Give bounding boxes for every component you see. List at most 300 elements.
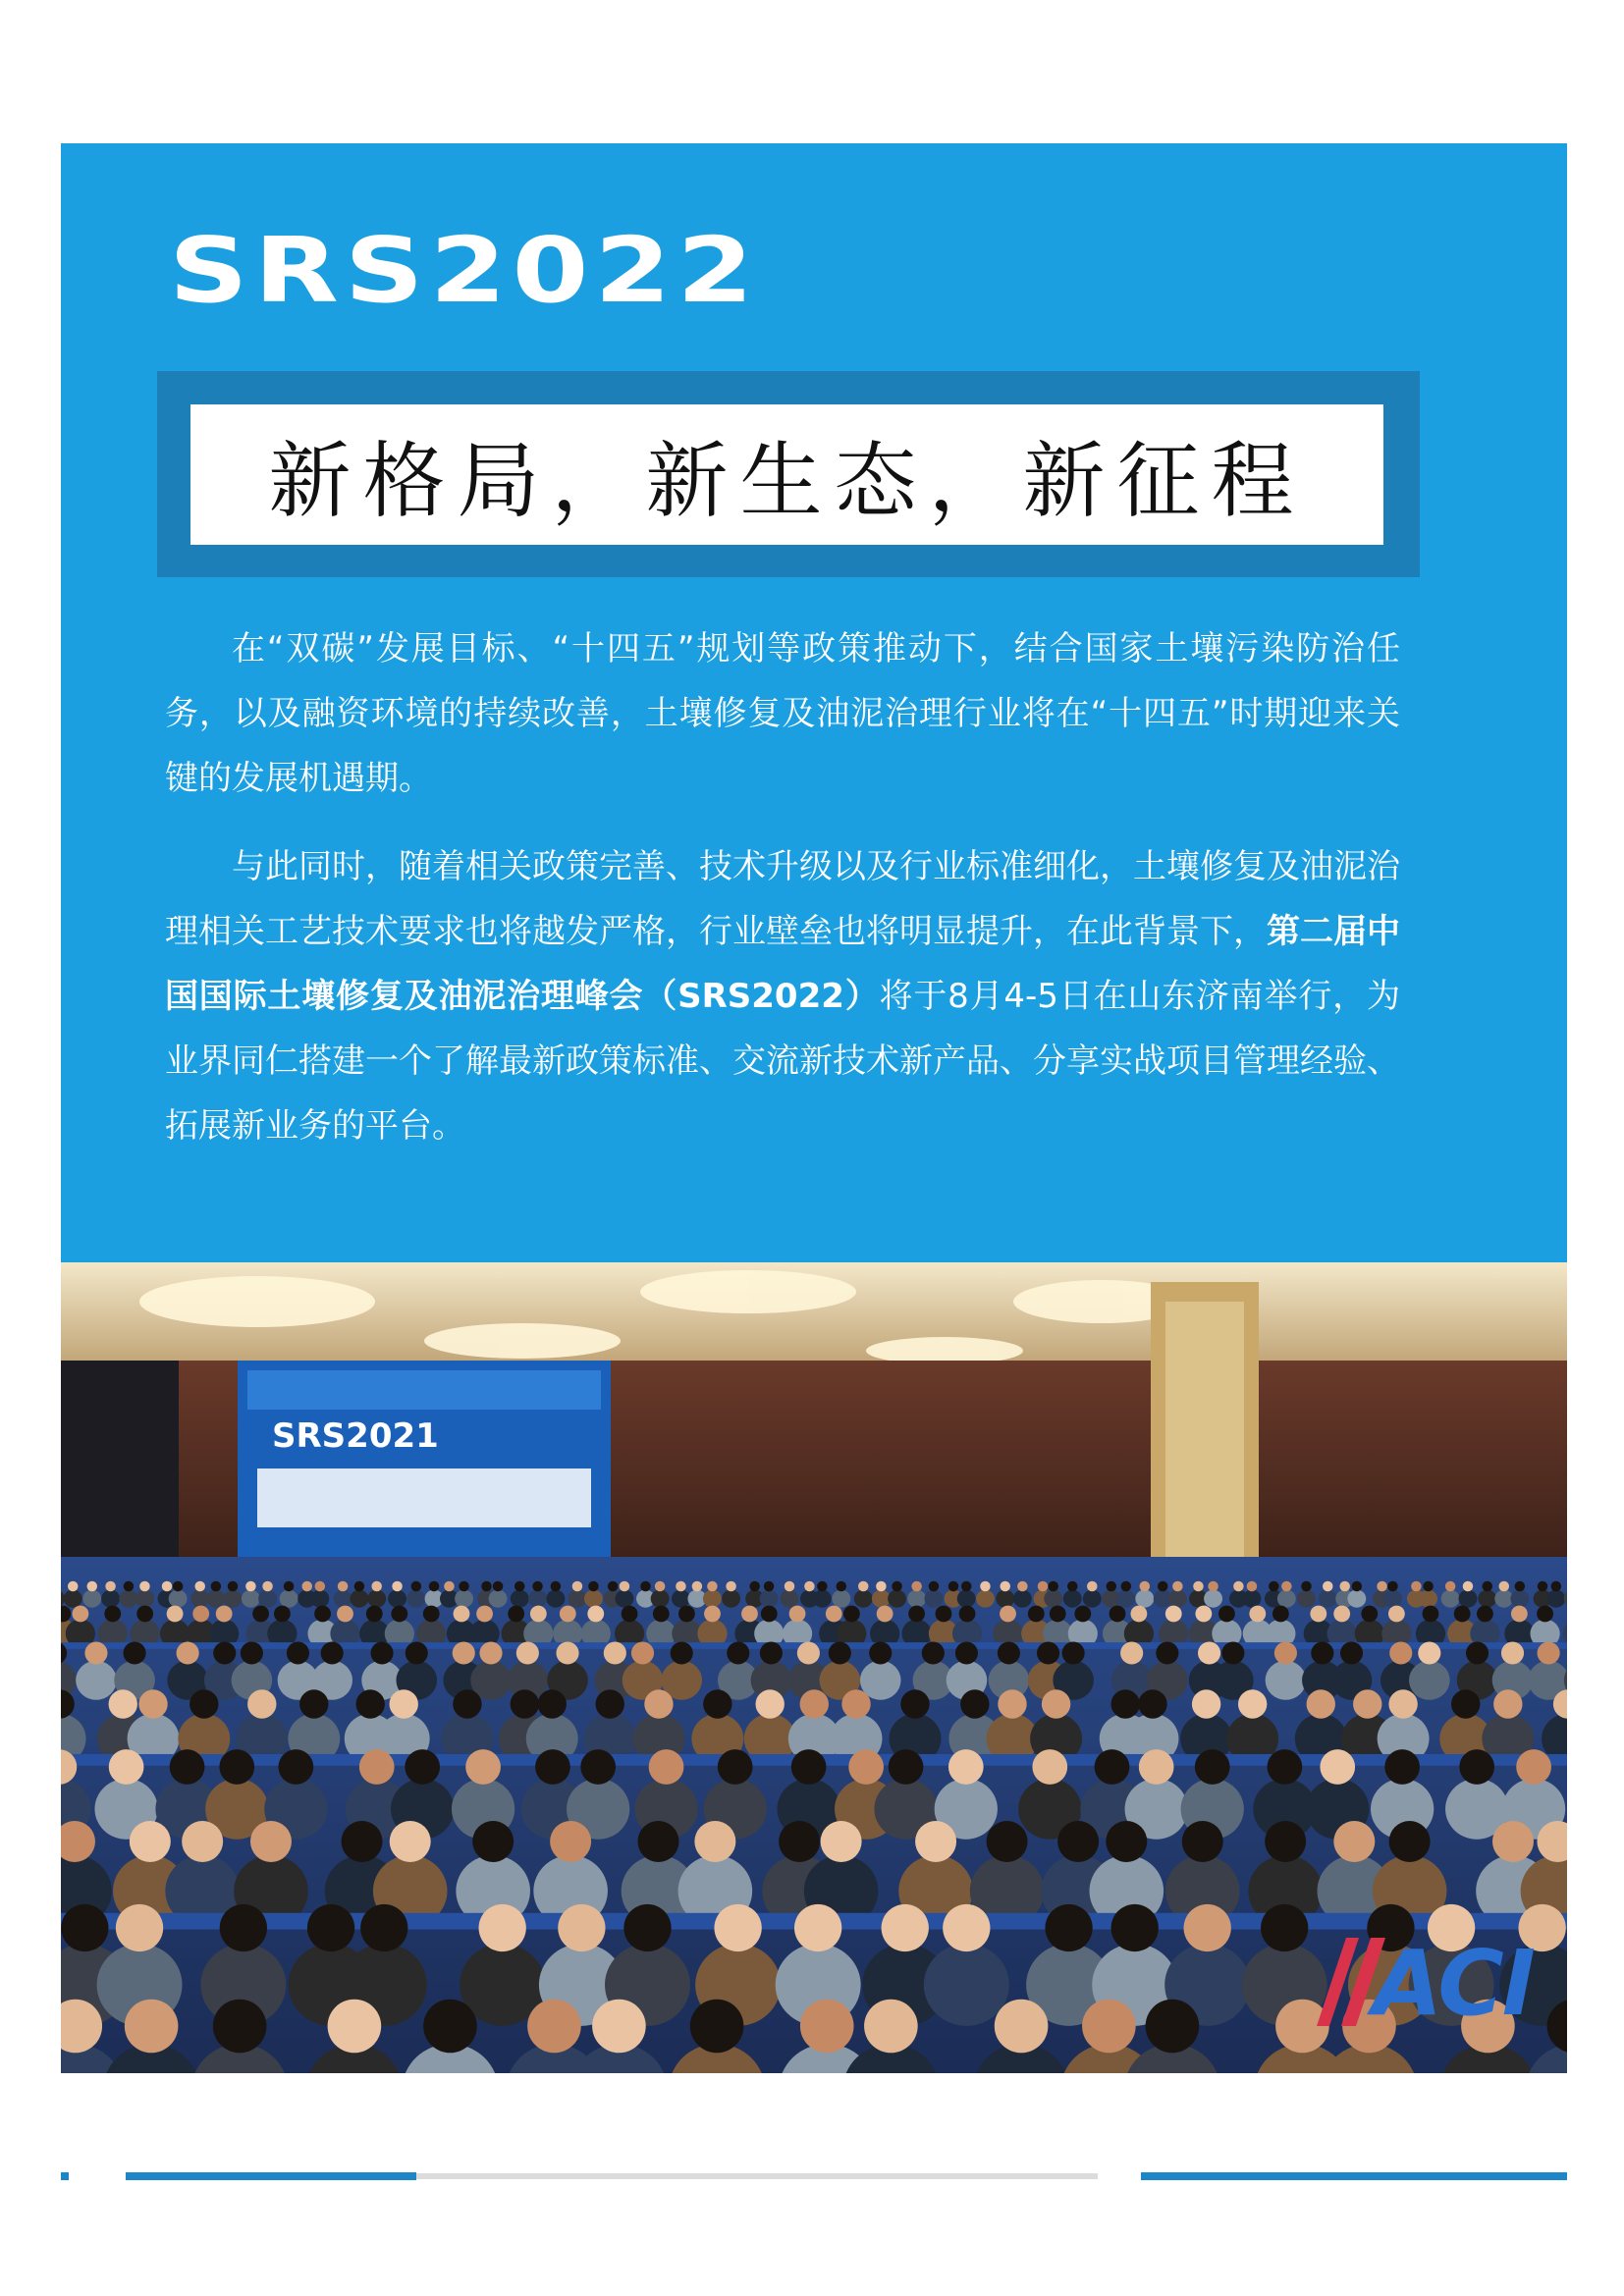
attendee-body — [64, 1590, 82, 1608]
attendee-head — [800, 2000, 854, 2054]
attendee-head — [423, 2000, 477, 2054]
attendee-head — [900, 1689, 929, 1718]
attendee-head — [1038, 1581, 1049, 1592]
attendee-body — [455, 1590, 473, 1608]
attendee-head — [321, 1641, 344, 1664]
attendee-head — [139, 1581, 150, 1592]
attendee-head — [274, 1606, 291, 1623]
attendee-head — [1048, 1581, 1058, 1592]
attendee-head — [1208, 1581, 1218, 1592]
attendee-head — [858, 1581, 869, 1592]
attendee-head — [779, 1821, 820, 1862]
attendee-head — [955, 1641, 978, 1664]
attendee-body — [925, 1590, 944, 1608]
attendee-body — [1347, 1590, 1366, 1608]
attendee-head — [68, 1581, 79, 1592]
attendee-head — [245, 1581, 256, 1592]
attendee-head — [756, 1689, 785, 1718]
attendee-head — [189, 1689, 218, 1718]
attendee-head — [516, 1641, 539, 1664]
attendee-head — [124, 1641, 146, 1664]
attendee-head — [804, 1581, 815, 1592]
attendee-body — [957, 1590, 976, 1608]
attendee-body — [976, 1590, 995, 1608]
attendee-head — [1045, 1904, 1092, 1951]
attendee-head — [177, 1641, 199, 1664]
attendee-head — [1307, 1689, 1335, 1718]
attendee-head — [1265, 1821, 1306, 1862]
attendee-head — [167, 1606, 184, 1623]
footer-divider — [416, 2173, 1098, 2179]
footer-dot — [61, 2172, 69, 2180]
attendee-head — [170, 1749, 205, 1785]
attendee-body — [1135, 1590, 1154, 1608]
attendee-body — [1168, 1590, 1187, 1608]
attendee-head — [826, 1606, 842, 1623]
attendee-body — [350, 1590, 368, 1608]
attendee-body — [1459, 1590, 1478, 1608]
attendee-body — [101, 1590, 120, 1608]
attendee-head — [1466, 1641, 1489, 1664]
attendee-head — [1140, 1581, 1151, 1592]
attendee-head — [1028, 1606, 1045, 1623]
attendee-head — [1516, 1749, 1551, 1785]
attendee-head — [948, 1581, 959, 1592]
attendee-head — [1172, 1581, 1183, 1592]
attendee-head — [995, 2000, 1049, 2054]
intro-text — [165, 616, 1400, 1182]
aci-logo: ACI — [1372, 1931, 1534, 2036]
attendee-head — [314, 1606, 331, 1623]
attendee-head — [1261, 1904, 1308, 1951]
attendee-body — [169, 1590, 188, 1608]
attendee-head — [592, 2000, 646, 2054]
attendee-head — [1454, 1606, 1471, 1623]
tagline: 新格局，新生态，新征程 — [268, 433, 1306, 529]
attendee-head — [359, 1749, 395, 1785]
attendee-head — [922, 1641, 945, 1664]
attendee-head — [622, 1606, 638, 1623]
attendee-head — [284, 1581, 295, 1592]
attendee-head — [1538, 1641, 1560, 1664]
attendee-head — [943, 1904, 990, 1951]
attendee-head — [714, 1904, 761, 1951]
attendee-head — [1233, 1581, 1244, 1592]
attendee-head — [216, 1606, 233, 1623]
attendee-head — [998, 1689, 1026, 1718]
attendee-head — [959, 1606, 976, 1623]
attendee-body — [907, 1590, 926, 1608]
attendee-body — [546, 1590, 565, 1608]
attendee-head — [789, 1606, 806, 1623]
attendee-head — [301, 1581, 312, 1592]
attendee-head — [262, 1581, 273, 1592]
attendee-head — [671, 1641, 693, 1664]
attendee-head — [192, 1606, 209, 1623]
attendee-head — [572, 1581, 583, 1592]
attendee-head — [136, 1606, 153, 1623]
attendee-body — [872, 1590, 891, 1608]
attendee-body — [1409, 1661, 1450, 1700]
attendee-head — [608, 1581, 619, 1592]
attendee-body — [190, 1590, 209, 1608]
attendee-body — [224, 1590, 243, 1608]
attendee-head — [370, 1641, 393, 1664]
attendee-body — [924, 1944, 1009, 2026]
attendee-head — [1311, 1641, 1333, 1664]
attendee-head — [961, 1581, 972, 1592]
attendee-head — [1268, 1749, 1303, 1785]
attendee-head — [279, 1749, 314, 1785]
attendee-head — [936, 1606, 952, 1623]
attendee-head — [876, 1581, 887, 1592]
attendee-head — [84, 1641, 107, 1664]
attendee-head — [1361, 1606, 1378, 1623]
attendee-head — [493, 1581, 503, 1592]
attendee-body — [334, 1590, 352, 1608]
attendee-head — [109, 1749, 144, 1785]
attendee-head — [1146, 2000, 1200, 2054]
attendee-body — [1494, 1590, 1513, 1608]
attendee-head — [1082, 2000, 1136, 2054]
attendee-head — [423, 1606, 440, 1623]
attendee-head — [948, 1749, 984, 1785]
attendee-head — [390, 1821, 431, 1862]
attendee-head — [841, 1689, 870, 1718]
summit-name: 第二届中国国际土壤修复及油泥治理峰会（SRS2022） — [165, 912, 1400, 1016]
attendee-head — [692, 1581, 703, 1592]
attendee-head — [1445, 1581, 1456, 1592]
attendee-head — [843, 1606, 860, 1623]
attendee-head — [1451, 1689, 1480, 1718]
attendee-head — [250, 1821, 292, 1862]
attendee-head — [307, 1904, 354, 1951]
attendee-head — [219, 1749, 254, 1785]
attendee-head — [1477, 1606, 1493, 1623]
attendee-head — [558, 1904, 605, 1951]
attendee-body — [813, 1590, 832, 1608]
attendee-head — [337, 1606, 353, 1623]
attendee-head — [587, 1606, 604, 1623]
attendee-head — [1000, 1581, 1009, 1592]
attendee-head — [530, 1606, 547, 1623]
attendee-head — [761, 1606, 778, 1623]
attendee-head — [837, 1581, 847, 1592]
attendee-head — [1301, 1581, 1312, 1592]
attendee-head — [87, 1581, 98, 1592]
attendee-head — [797, 1641, 820, 1664]
attendee-head — [637, 1821, 678, 1862]
attendee-body — [888, 1590, 906, 1608]
attendee-head — [1423, 1581, 1434, 1592]
attendee-head — [1121, 1581, 1132, 1592]
attendee-head — [929, 1581, 940, 1592]
attendee-body — [135, 1590, 154, 1608]
attendee-head — [1501, 1641, 1524, 1664]
attendee-head — [532, 1581, 543, 1592]
attendee-head — [444, 1581, 455, 1592]
attendee-head — [315, 1581, 326, 1592]
attendee-head — [476, 1606, 493, 1623]
attendee-head — [182, 1821, 223, 1862]
attendee-head — [508, 1606, 524, 1623]
attendee-head — [411, 1581, 422, 1592]
attendee-body — [703, 1590, 722, 1608]
attendee-head — [848, 1749, 884, 1785]
attendee-head — [1249, 1606, 1266, 1623]
attendee-head — [1333, 1606, 1350, 1623]
attendee-body — [1013, 1590, 1032, 1608]
attendee-head — [718, 1749, 753, 1785]
attendee-body — [1297, 1590, 1316, 1608]
attendee-body — [781, 1590, 799, 1608]
stage-banner-text: SRS2021 — [272, 1416, 439, 1456]
attendee-head — [1340, 1641, 1363, 1664]
attendee-head — [354, 1581, 365, 1592]
attendee-body — [832, 1590, 850, 1608]
attendee-head — [960, 1689, 989, 1718]
attendee-head — [527, 2000, 581, 2054]
attendee-head — [138, 1689, 167, 1718]
attendee-head — [655, 1581, 666, 1592]
attendee-head — [980, 1581, 991, 1592]
attendee-body — [1204, 1590, 1222, 1608]
attendee-head — [366, 1606, 383, 1623]
attendee-head — [760, 1641, 783, 1664]
attendee-head — [241, 1641, 263, 1664]
attendee-head — [631, 1641, 654, 1664]
attendee-head — [1459, 1749, 1494, 1785]
attendee-head — [1389, 1641, 1412, 1664]
attendee-head — [1067, 1581, 1078, 1592]
attendee-head — [800, 1689, 829, 1718]
attendee-head — [908, 1606, 925, 1623]
attendee-head — [749, 1581, 760, 1592]
attendee-head — [653, 1606, 670, 1623]
attendee-head — [640, 1581, 651, 1592]
attendee-head — [1423, 1606, 1439, 1623]
attendee-body — [206, 1590, 225, 1608]
attendee-body — [1546, 1590, 1565, 1608]
attendee-head — [694, 1821, 735, 1862]
attendee-head — [328, 2000, 382, 2054]
attendee-head — [1384, 1749, 1420, 1785]
attendee-head — [511, 1689, 539, 1718]
attendee-head — [429, 1581, 440, 1592]
attendee-head — [1165, 1606, 1182, 1623]
attendee-head — [1042, 1689, 1070, 1718]
attendee-head — [882, 1904, 929, 1951]
attendee-head — [1323, 1581, 1333, 1592]
attendee-head — [821, 1821, 862, 1862]
attendee-head — [1511, 1606, 1528, 1623]
attendee-head — [1057, 1821, 1099, 1862]
attendee-head — [162, 1581, 173, 1592]
attendee-head — [596, 1689, 624, 1718]
attendee-body — [651, 1590, 670, 1608]
attendee-head — [538, 1689, 567, 1718]
attendee-head — [1537, 1606, 1553, 1623]
attendee-body — [1510, 1590, 1529, 1608]
attendee-body — [996, 1590, 1014, 1608]
attendee-head — [817, 1581, 828, 1592]
attendee-head — [1138, 1689, 1166, 1718]
attendee-head — [1377, 1581, 1387, 1592]
attendee-body — [568, 1590, 587, 1608]
attendee-head — [678, 1606, 695, 1623]
attendee-body — [489, 1590, 508, 1608]
paragraph-2-tail: 将于8月4-5日在山东济南举行，为业界同仁搭建一个了解最新政策标准、交流新技术新产品、分享实战项目管理经验、拓展新业务的平台。 — [165, 977, 1400, 1146]
paragraph-2 — [165, 834, 1400, 1158]
attendee-head — [1192, 1689, 1220, 1718]
attendee-head — [1515, 1581, 1526, 1592]
attendee-head — [360, 1904, 407, 1951]
attendee-head — [623, 1904, 671, 1951]
attendee-head — [1339, 1581, 1350, 1592]
attendee-head — [829, 1641, 851, 1664]
attendee-head — [794, 1904, 841, 1951]
footer-accent-bar-right — [1141, 2172, 1567, 2180]
attendee-head — [459, 1581, 469, 1592]
attendee-head — [1107, 1581, 1117, 1592]
attendee-head — [877, 1606, 893, 1623]
attendee-head — [676, 1581, 686, 1592]
attendee-body — [76, 1661, 117, 1700]
attendee-head — [228, 1581, 239, 1592]
attendee-head — [453, 1689, 481, 1718]
attendee-head — [556, 1641, 578, 1664]
attendee-head — [338, 1581, 349, 1592]
attendee-head — [1310, 1606, 1326, 1623]
attendee-head — [551, 1581, 562, 1592]
attendee-head — [1130, 1606, 1147, 1623]
attendee-body — [584, 1590, 603, 1608]
attendee-head — [105, 1581, 116, 1592]
attendee-head — [392, 1581, 403, 1592]
attendee-head — [1499, 1581, 1510, 1592]
attendee-head — [287, 1641, 309, 1664]
attendee-head — [406, 1641, 428, 1664]
attendee-body — [1319, 1590, 1337, 1608]
attendee-body — [854, 1590, 873, 1608]
attendee-head — [1463, 1581, 1474, 1592]
attendee-head — [173, 1581, 184, 1592]
attendee-head — [465, 1749, 501, 1785]
brand-title: SRS2022 — [169, 218, 760, 324]
attendee-body — [119, 1590, 137, 1608]
attendee-head — [72, 1606, 88, 1623]
attendee-head — [1195, 1606, 1212, 1623]
attendee-head — [550, 1821, 591, 1862]
attendee-head — [479, 1904, 526, 1951]
attendee-body — [406, 1590, 425, 1608]
attendee-head — [481, 1581, 492, 1592]
attendee-head — [1353, 1689, 1381, 1718]
attendee-head — [1050, 1606, 1066, 1623]
attendee-body — [367, 1590, 386, 1608]
attendee-head — [1198, 1641, 1220, 1664]
attendee-head — [213, 1641, 236, 1664]
attendee-body — [242, 1590, 260, 1608]
attendee-head — [1352, 1581, 1363, 1592]
attendee-head — [620, 1581, 630, 1592]
attendee-head — [1156, 1641, 1178, 1664]
attendee-head — [580, 1749, 616, 1785]
attendee-head — [1388, 1606, 1405, 1623]
attendee-head — [194, 1581, 205, 1592]
attendee-body — [280, 1590, 298, 1608]
attendee-head — [213, 2000, 267, 2054]
attendee-body — [1419, 1590, 1437, 1608]
attendee-body — [1083, 1590, 1102, 1608]
attendee-head — [690, 2000, 744, 2054]
attendee-body — [722, 1590, 740, 1608]
attendee-head — [703, 1689, 731, 1718]
attendee-head — [1111, 1904, 1159, 1951]
attendee-head — [1221, 1641, 1244, 1664]
attendee-head — [1281, 1581, 1292, 1592]
attendee-head — [911, 1581, 922, 1592]
attendee-head — [1274, 1641, 1297, 1664]
attendee-body — [1116, 1590, 1135, 1608]
attendee-head — [588, 1581, 599, 1592]
attendee-body — [672, 1590, 690, 1608]
attendee-head — [390, 1689, 418, 1718]
attendee-body — [258, 1590, 277, 1608]
attendee-head — [649, 1749, 684, 1785]
attendee-head — [1139, 1749, 1174, 1785]
attendee-head — [1388, 1689, 1417, 1718]
attendee-head — [727, 1641, 749, 1664]
attendee-body — [1242, 1590, 1261, 1608]
paragraph-2-lead: 与此同时，随着相关政策完善、技术升级以及行业标准细化，土壤修复及油泥治理相关工艺技术要求也将越发严格，行业壁垒也将明显提升，在此背景下， — [165, 847, 1400, 951]
attendee-body — [528, 1590, 547, 1608]
attendee-head — [1387, 1581, 1398, 1592]
paragraph-1: 在“双碳”发展目标、“十四五”规划等政策推动下，结合国家土壤污染防治任务，以及融资环境的持续改善，土壤修复及油泥治理行业将在“十四五”时期迎来关键的发展机遇期。 — [165, 629, 1400, 798]
attendee-head — [1110, 1689, 1139, 1718]
attendee-body — [310, 1590, 329, 1608]
attendee-head — [1158, 1581, 1168, 1592]
attendee-head — [889, 1749, 924, 1785]
attendee-body — [511, 1590, 529, 1608]
attendee-head — [1333, 1821, 1375, 1862]
attendee-head — [644, 1689, 673, 1718]
attendee-head — [124, 1581, 135, 1592]
attendee-head — [892, 1581, 902, 1592]
attendee-head — [104, 1606, 121, 1623]
attendee-head — [1193, 1581, 1204, 1592]
attendee-head — [1411, 1581, 1422, 1592]
attendee-body — [1383, 1590, 1402, 1608]
attendee-head — [869, 1641, 892, 1664]
attendee-head — [405, 1749, 440, 1785]
attendee-head — [1017, 1581, 1028, 1592]
attendee-head — [1218, 1606, 1235, 1623]
attendee-head — [252, 1606, 269, 1623]
attendee-head — [220, 1904, 267, 1951]
attendee-head — [998, 1641, 1020, 1664]
attendee-body — [388, 1590, 406, 1608]
attendee-head — [125, 2000, 179, 2054]
attendee-head — [741, 1606, 758, 1623]
attendee-head — [864, 2000, 918, 2054]
attendee-head — [130, 1821, 171, 1862]
attendee-head — [707, 1581, 718, 1592]
attendee-head — [116, 1904, 163, 1951]
attendee-head — [1000, 1606, 1016, 1623]
attendee-body — [615, 1590, 633, 1608]
attendee-body — [1044, 1590, 1062, 1608]
